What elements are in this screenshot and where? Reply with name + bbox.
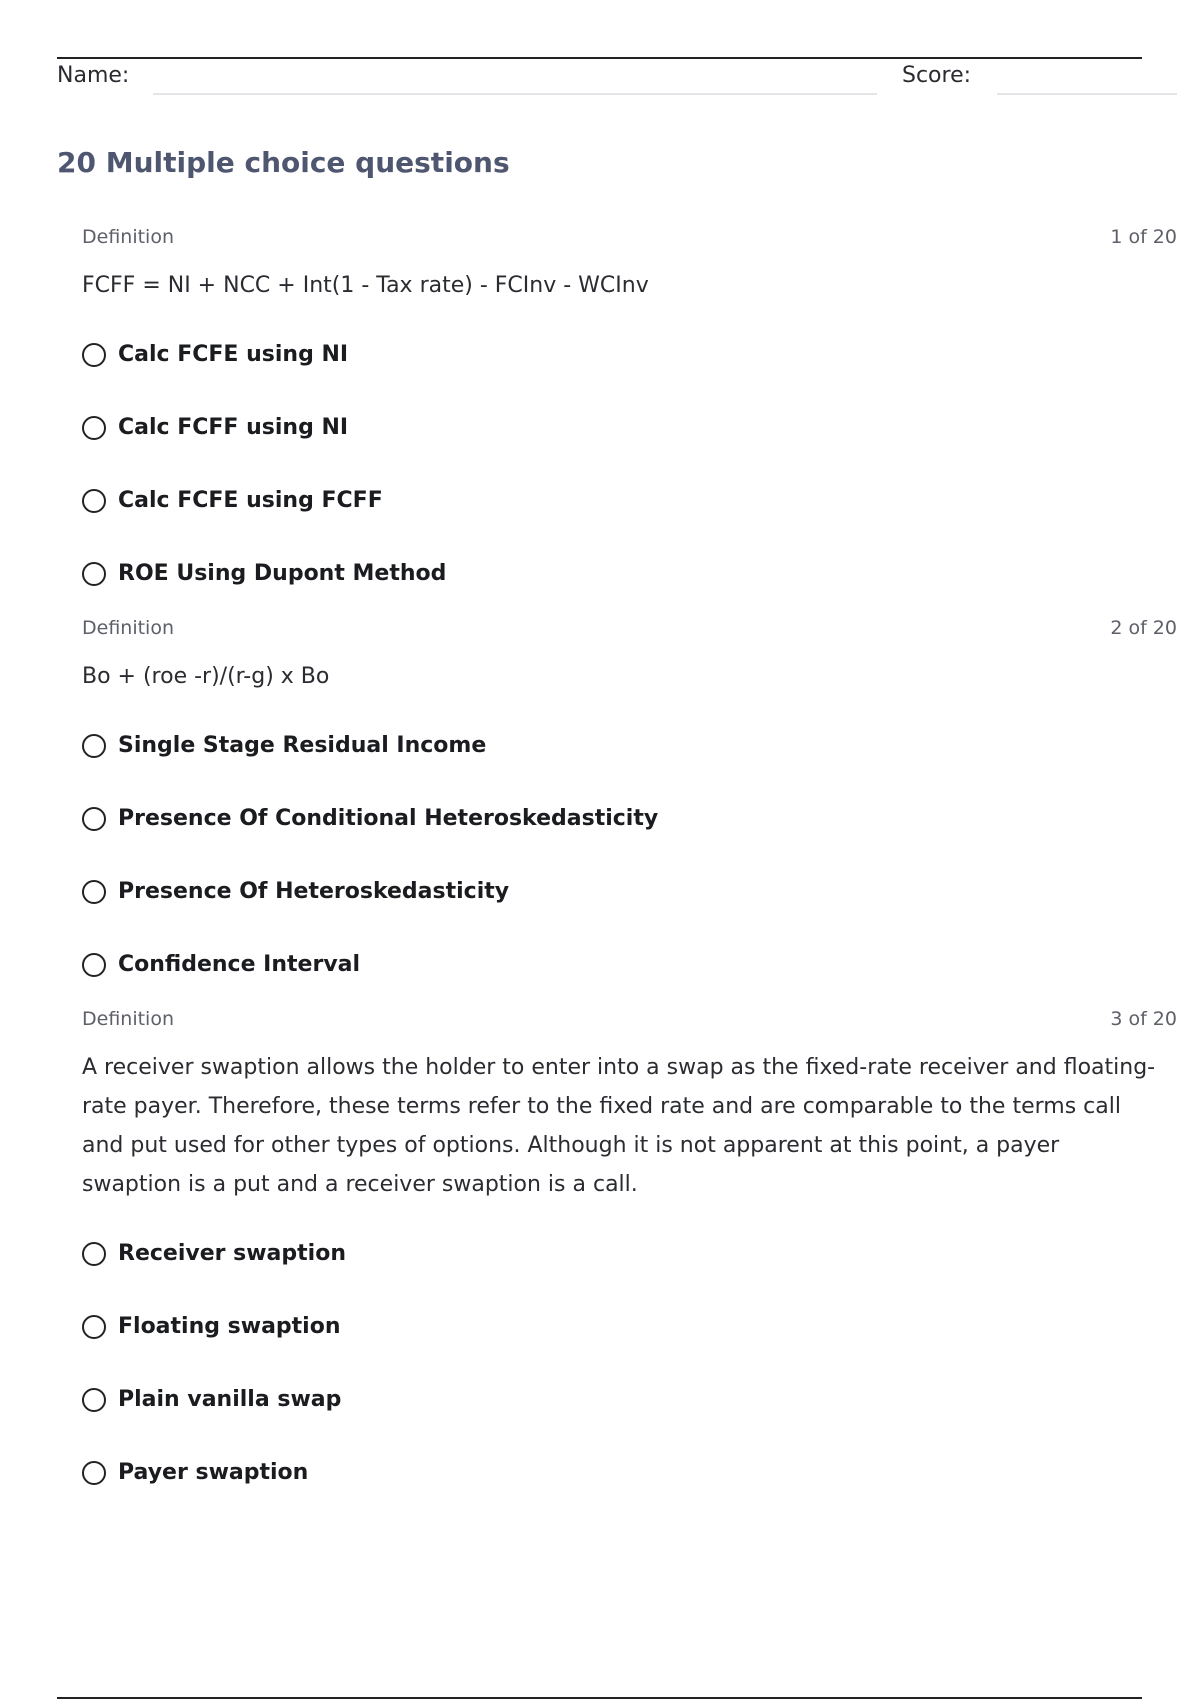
answer-option-label: Receiver swaption: [118, 1241, 346, 1266]
radio-button-icon[interactable]: [82, 880, 106, 904]
radio-button-icon[interactable]: [82, 1242, 106, 1266]
radio-button-icon[interactable]: [82, 1461, 106, 1485]
bottom-rule: [57, 1697, 1142, 1699]
answer-options: [82, 318, 1177, 610]
question-counter: 2 of 20: [1110, 617, 1177, 639]
question-counter: 1 of 20: [1110, 226, 1177, 248]
radio-button-icon[interactable]: [82, 562, 106, 586]
radio-button-icon[interactable]: [82, 807, 106, 831]
worksheet-header: [57, 62, 1177, 98]
radio-button-icon[interactable]: [82, 416, 106, 440]
score-label: Score:: [902, 63, 972, 88]
question-prompt: FCFF = NI + NCC + Int(1 - Tax rate) - FCInv - WCInv: [82, 273, 649, 298]
question-header: [82, 617, 1177, 647]
answer-option-label: Confidence Interval: [118, 952, 361, 977]
answer-option[interactable]: [82, 709, 1177, 782]
answer-option-label: Single Stage Residual Income: [118, 733, 487, 758]
radio-button-icon[interactable]: [82, 734, 106, 758]
radio-button-icon[interactable]: [82, 1315, 106, 1339]
answer-options: [82, 1217, 1177, 1509]
answer-option[interactable]: [82, 855, 1177, 928]
top-rule: [57, 57, 1142, 59]
answer-option[interactable]: [82, 1363, 1177, 1436]
question-counter: 3 of 20: [1110, 1008, 1177, 1030]
question-header: [82, 1008, 1177, 1038]
question-2: [82, 617, 1177, 1001]
answer-option-label: Calc FCFE using NI: [118, 342, 349, 367]
question-3: [82, 1008, 1177, 1509]
question-type-label: Definition: [82, 1008, 175, 1030]
answer-option-label: Calc FCFE using FCFF: [118, 488, 383, 513]
answer-option[interactable]: [82, 537, 1177, 610]
question-type-label: Definition: [82, 617, 175, 639]
radio-button-icon[interactable]: [82, 953, 106, 977]
section-title: 20 Multiple choice questions: [57, 146, 510, 179]
answer-options: [82, 709, 1177, 1001]
answer-option-label: Presence Of Heteroskedasticity: [118, 879, 510, 904]
answer-option[interactable]: [82, 318, 1177, 391]
question-prompt: A receiver swaption allows the holder to enter into a swap as the fixed-rate receiver and floating-rate payer. Therefore, these terms refer to the fixed rate and are comparable to the terms call and put used for other types of options. Although it is not apparent at this point, a payer swaption is a put and a receiver swaption is a call.: [82, 1055, 1156, 1197]
score-field[interactable]: [997, 93, 1177, 95]
name-label: Name:: [57, 63, 130, 88]
question-1: [82, 226, 1177, 610]
answer-option-label: Calc FCFF using NI: [118, 415, 349, 440]
radio-button-icon[interactable]: [82, 343, 106, 367]
answer-option[interactable]: [82, 782, 1177, 855]
answer-option-label: ROE Using Dupont Method: [118, 561, 447, 586]
name-field[interactable]: [153, 93, 877, 95]
answer-option[interactable]: [82, 1290, 1177, 1363]
answer-option[interactable]: [82, 1217, 1177, 1290]
answer-option[interactable]: [82, 928, 1177, 1001]
answer-option-label: Presence Of Conditional Heteroskedasticity: [118, 806, 659, 831]
question-type-label: Definition: [82, 226, 175, 248]
answer-option[interactable]: [82, 391, 1177, 464]
answer-option[interactable]: [82, 464, 1177, 537]
answer-option-label: Floating swaption: [118, 1314, 341, 1339]
answer-option-label: Plain vanilla swap: [118, 1387, 342, 1412]
radio-button-icon[interactable]: [82, 489, 106, 513]
question-prompt: Bo + (roe -r)/(r-g) x Bo: [82, 664, 330, 689]
answer-option-label: Payer swaption: [118, 1460, 309, 1485]
answer-option[interactable]: [82, 1436, 1177, 1509]
question-header: [82, 226, 1177, 256]
radio-button-icon[interactable]: [82, 1388, 106, 1412]
